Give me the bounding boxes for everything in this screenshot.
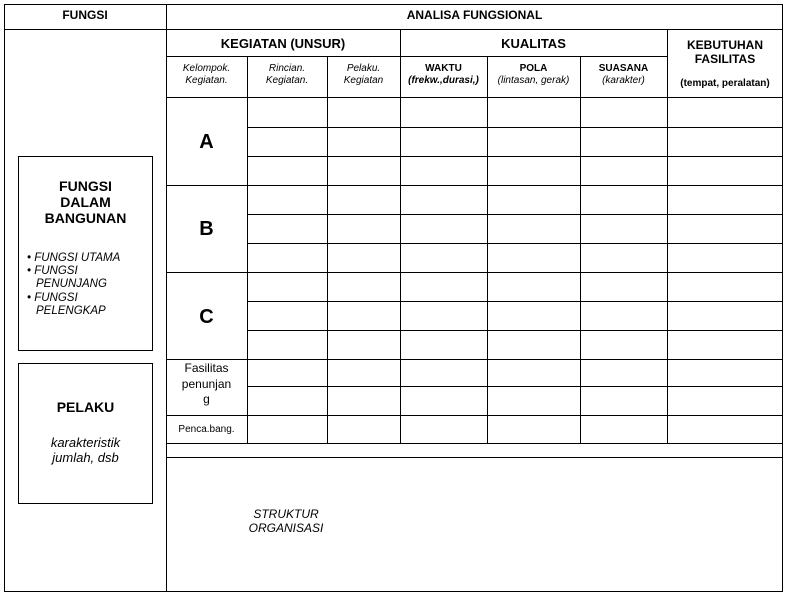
row-line [247, 386, 783, 387]
kegiatan-kualitas-divider [400, 29, 401, 444]
pelaku-box [18, 363, 153, 504]
group-b-label: B [199, 218, 214, 240]
row-line [166, 359, 783, 360]
pola-header: POLA (lintasan, gerak) [497, 63, 570, 86]
row-line [247, 156, 783, 157]
row-line [247, 301, 783, 302]
pelaku-title: PELAKU [56, 399, 115, 415]
waktu-header: WAKTU (frekw.,durasi,) [408, 63, 479, 86]
left-column-divider [166, 4, 167, 592]
kualitas-header: KUALITAS [501, 36, 566, 51]
subheader-bottom-line [166, 97, 783, 98]
rincian-kegiatan-header: Rincian. Kegiatan. [265, 63, 309, 86]
row-line [247, 127, 783, 128]
kualitas-kebutuhan-divider [667, 29, 668, 444]
fungsi-penunjang-item: • FUNGSI PENUNJANG [27, 265, 107, 291]
pelaku-description: karakteristik jumlah, dsb [50, 435, 121, 465]
row-line [166, 443, 783, 444]
fasilitas-penunjang-label: Fasilitas penunjan g [181, 361, 232, 407]
pelaku-kegiatan-header: Pelaku. Kegiatan [343, 63, 384, 86]
group-c-label: C [199, 306, 214, 328]
kegiatan-unsur-header: KEGIATAN (UNSUR) [220, 36, 346, 51]
row-line [247, 330, 783, 331]
kebutuhan-fasilitas-subheader: (tempat, peralatan) [680, 78, 770, 89]
row-line [166, 457, 783, 458]
row-line [166, 272, 783, 273]
analisa-fungsional-header: ANALISA FUNGSIONAL [406, 8, 543, 22]
kebutuhan-fasilitas-header: KEBUTUHAN FASILITAS [687, 38, 763, 66]
row-line [166, 415, 783, 416]
fungsi-dalam-bangunan-title: FUNGSI DALAM BANGUNAN [44, 178, 127, 227]
kelompok-kegiatan-header: Kelompok. Kegiatan. [182, 63, 231, 86]
struktur-organisasi-label: STRUKTUR ORGANISASI [248, 507, 324, 535]
suasana-header: SUASANA (karakter) [598, 63, 649, 86]
row-line [247, 243, 783, 244]
fungsi-header: FUNGSI [62, 8, 108, 22]
fungsi-pelengkap-item: • FUNGSI PELENGKAP [27, 291, 106, 317]
row-line [247, 214, 783, 215]
fungsi-list [27, 252, 153, 318]
fungsi-utama-item: • FUNGSI UTAMA [27, 252, 121, 264]
row-line [166, 185, 783, 186]
subheader-top-line [166, 56, 667, 57]
group-a-label: A [199, 131, 214, 153]
penca-bang-label: Penca.bang. [178, 424, 235, 435]
